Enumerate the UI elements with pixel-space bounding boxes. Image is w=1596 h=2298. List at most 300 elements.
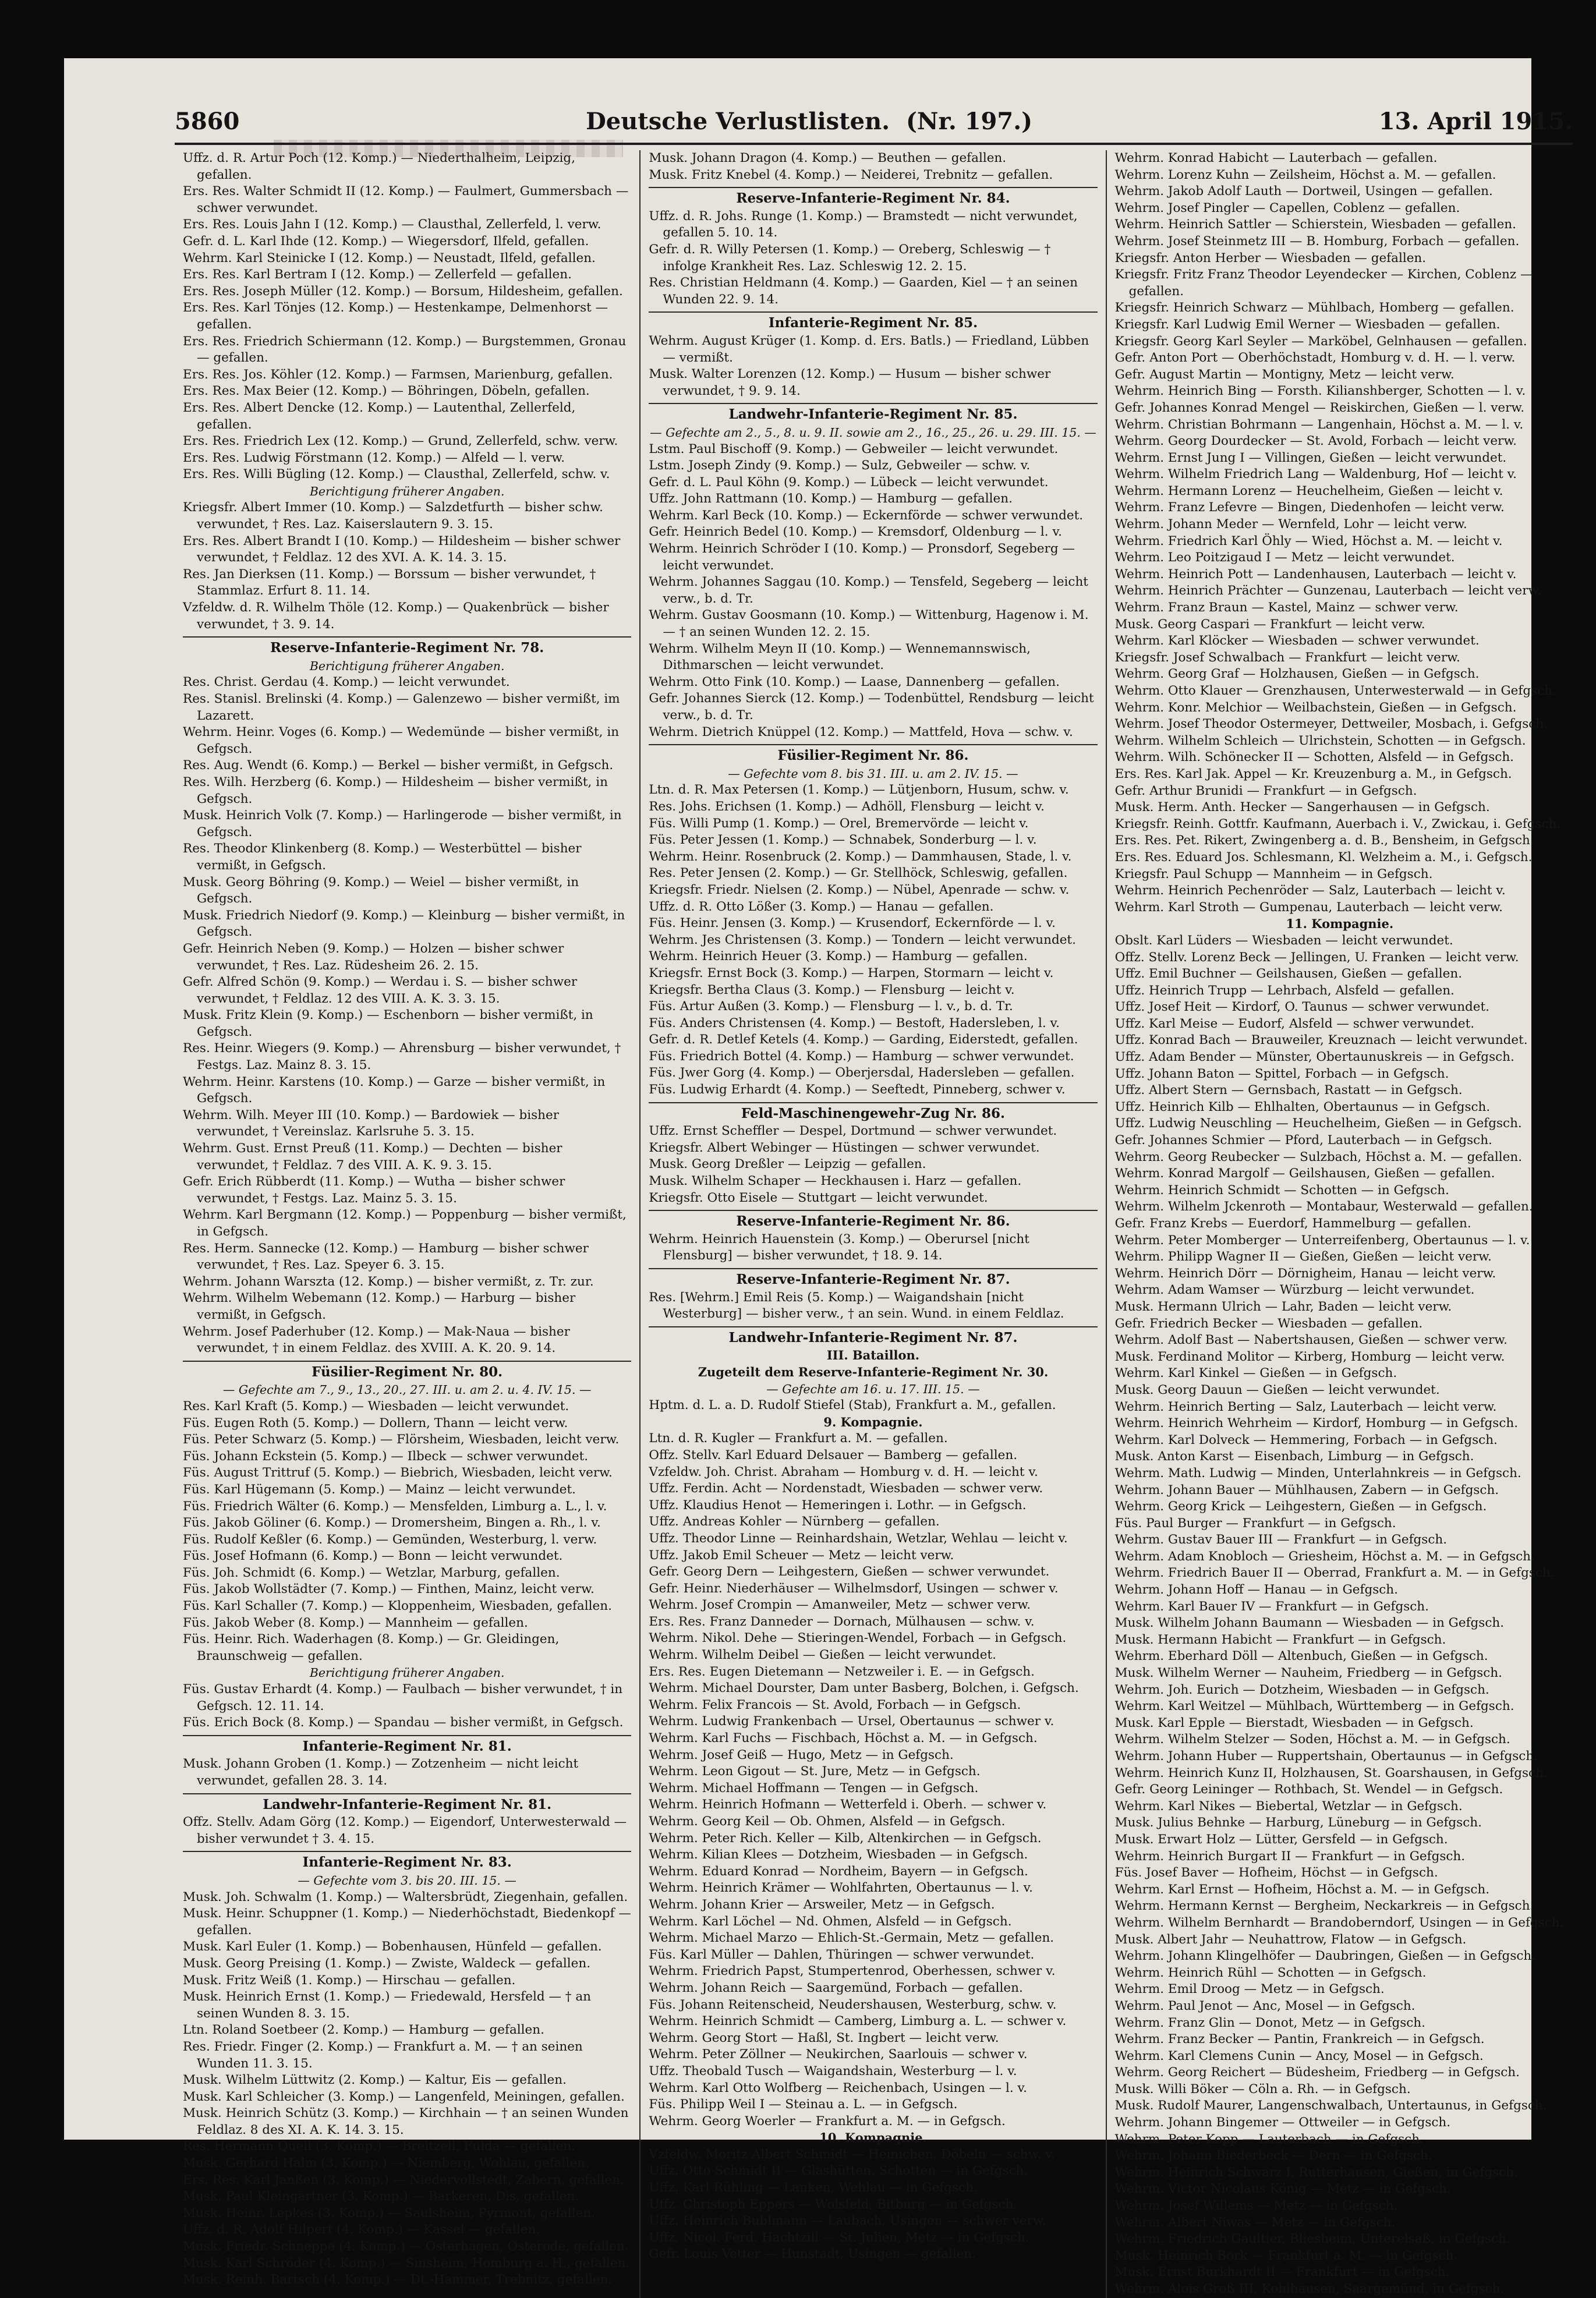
casualty-entry: Lstm. Joseph Zindy (9. Komp.) — Sulz, Gebweiler — schw. v. — [649, 458, 1031, 473]
casualty-entry: Wehrm. Karl Kinkel — Gießen — in Gefgsch. — [1114, 1366, 1397, 1381]
casualty-entry: Uffz. Emil Buchner — Geilshausen, Gießen — gefallen. — [1114, 966, 1463, 982]
header-rule — [175, 143, 1573, 145]
casualty-entry: Wehrm. Georg Keil — Ob. Ohmen, Alsfeld — in Gefgsch. — [649, 1814, 1006, 1829]
casualty-entry: Wehrm. Karl Ernst — Hofheim, Höchst a. M. — in Gefgsch. — [1114, 1882, 1490, 1897]
casualty-entry: Ers. Res. Karl Bertram I (12. Komp.) — Zellerfeld — gefallen. — [183, 267, 572, 282]
casualty-entry: Wehrm. Heinrich Pechenröder — Salz, Lauterbach — leicht v. — [1114, 883, 1506, 898]
casualty-entry: Musk. Heinrich Ernst (1. Komp.) — Friedewald, Hersfeld — † an seinen Wunden 8. 3. 15. — [183, 1989, 592, 2021]
casualty-entry: Ers. Res. Ludwig Förstmann (12. Komp.) — Alfeld — l. verw. — [183, 450, 565, 465]
casualty-entry: Wehrm. Wilh. Meyer III (10. Komp.) — Bardowiek — bisher verwundet, † Vereinslaz. Karlsruhe 5. 3. 15. — [183, 1107, 559, 1139]
casualty-entry: Wehrm. Johann Biederbeck — Dern — in Gefgsch. — [1114, 2148, 1432, 2164]
casualty-entry: Füs. Artur Außen (3. Komp.) — Flensburg — l. v., b. d. Tr. — [649, 999, 1013, 1014]
casualty-entry: Wehrm. Lorenz Kuhn — Zeilsheim, Höchst a. M. — gefallen. — [1114, 167, 1496, 182]
casualty-entry: Wehrm. Heinrich Kunz II, Holzhausen, St. Goarshausen, in Gefgsch. — [1114, 1765, 1548, 1780]
casualty-entry: Wehrm. Johann Bauer — Mühlhausen, Zabern — in Gefgsch. — [1114, 1482, 1499, 1497]
page-header — [175, 108, 1573, 135]
casualty-entry: Res. Herm. Sannecke (12. Komp.) — Hamburg — bisher schwer verwundet, † Res. Laz. Speyer 6. 3. 15. — [183, 1241, 589, 1273]
casualty-entry: Wehrm. Georg Krick — Leihgestern, Gießen — in Gefgsch. — [1114, 1499, 1487, 1514]
subsection-heading: Zugeteilt dem Reserve-Infanterie-Regiment Nr. 30. — [698, 1364, 1049, 1379]
casualty-entry: Wehrm. Wilhelm Jckenroth — Montabaur, Westerwald — gefallen. — [1114, 1199, 1533, 1214]
casualty-entry: Uffz. Andreas Kohler — Nürnberg — gefallen. — [649, 1514, 940, 1529]
casualty-entry: Res. Johs. Erichsen (1. Komp.) — Adhöll, Flensburg — leicht v. — [649, 799, 1045, 814]
casualty-entry: Wehrm. Otto Klauer — Grenzhausen, Unterwesterwald — in Gefgsch. — [1114, 684, 1556, 698]
casualty-entry: Offz. Stellv. Karl Eduard Delsauer — Bamberg — gefallen. — [649, 1447, 1018, 1463]
casualty-entry: Musk. Erwart Holz — Lütter, Gersfeld — in Gefgsch. — [1114, 1832, 1448, 1847]
casualty-entry: Lstm. Paul Bischoff (9. Komp.) — Gebweiler — leicht verwundet. — [649, 441, 1059, 456]
casualty-entry: Wehrm. Karl Beck (10. Komp.) — Eckernförde — schwer verwundet. — [649, 508, 1084, 523]
casualty-entry: Res. Hermann Quell (3. Komp.) — Breitzell, Fulda — gefallen. — [183, 2139, 576, 2154]
casualty-entry: Res. Jan Dierksen (11. Komp.) — Borssum — bisher verwundet, † Stammlaz. Erfurt 8. 11. 14. — [183, 566, 596, 599]
casualty-entry: Wehrm. Kilian Klees — Dotzheim, Wiesbaden — in Gefgsch. — [649, 1847, 1028, 1863]
casualty-entry: Wehrm. Heinrich Wehrheim — Kirdorf, Homburg — in Gefgsch. — [1114, 1416, 1519, 1431]
casualty-entry: Wehrm. Wilhelm Webemann (12. Komp.) — Harburg — bisher vermißt, in Gefgsch. — [183, 1291, 576, 1322]
casualty-entry: Wehrm. Karl Löchel — Nd. Ohmen, Alsfeld — in Gefgsch. — [649, 1914, 1012, 1929]
section-note: Berichtigung früherer Angaben. — [309, 658, 505, 673]
casualty-entry: Wehrm. Josef Willems — Metz — in Gefgsch. — [1114, 2198, 1398, 2214]
casualty-entry: Wehrm. Wilhelm Schleich — Ulrichstein, Schotten — in Gefgsch. — [1114, 733, 1526, 748]
subsection-heading: 10. Kompagnie. — [819, 2130, 927, 2145]
casualty-entry: Uffz. Klaudius Henot — Hemeringen i. Lothr. — in Gefgsch. — [649, 1497, 1027, 1513]
casualty-entry: Wehrm. Josef Theodor Ostermeyer, Dettweiler, Mosbach, i. Gefgsch. — [1114, 717, 1548, 732]
casualty-entry: Vzfeldw. Moritz Albert Schmidt — Heinichen, Döbeln — schw. v. — [649, 2147, 1055, 2162]
regiment-heading: Reserve-Infanterie-Regiment Nr. 86. — [649, 1210, 1097, 1230]
casualty-entry: Gefr. Friedrich Becker — Wiesbaden — gefallen. — [1114, 1316, 1423, 1331]
casualty-entry: Kriegsfr. Ernst Bock (3. Komp.) — Harpen, Stormarn — leicht v. — [649, 965, 1054, 980]
subsection-heading: 9. Kompagnie. — [823, 1414, 923, 1429]
casualty-entry: Uffz. d. R. Johs. Runge (1. Komp.) — Bramstedt — nicht verwundet, gefallen 5. 10. 14. — [649, 208, 1078, 240]
casualty-entry: Musk. Georg Preising (1. Komp.) — Zwiste, Waldeck — gefallen. — [183, 1956, 591, 1971]
casualty-entry: Musk. Friedrich Niedorf (9. Komp.) — Kleinburg — bisher vermißt, in Gefgsch. — [183, 908, 625, 940]
casualty-entry: Wehrm. Friedrich Karl Öhly — Wied, Höchst a. M. — leicht v. — [1114, 533, 1503, 548]
casualty-entry: Musk. Karl Epple — Bierstadt, Wiesbaden — in Gefgsch. — [1114, 1715, 1474, 1730]
casualty-entry: Füs. Heinr. Jensen (3. Komp.) — Krusendorf, Eckernförde — l. v. — [649, 916, 1056, 931]
casualty-entry: Wehrm. Josef Steinmetz III — B. Homburg, Forbach — gefallen. — [1114, 233, 1520, 249]
casualty-entry: Wehrm. Heinrich Schmidt — Schotten — in Gefgsch. — [1114, 1182, 1449, 1198]
casualty-entry: Musk. Wilhelm Schaper — Heckhausen i. Harz — gefallen. — [649, 1174, 1022, 1189]
casualty-entry: Wehrm. Karl Weitzel — Mühlbach, Württemberg — in Gefgsch. — [1114, 1699, 1514, 1714]
casualty-entry: Wehrm. Joh. Eurich — Dotzheim, Wiesbaden — in Gefgsch. — [1114, 1682, 1489, 1697]
casualty-entry: Wehrm. Heinrich Dörr — Dörnigheim, Hanau — leicht verw. — [1114, 1266, 1496, 1281]
casualty-entry: Offz. Stellv. Adam Görg (12. Komp.) — Eigendorf, Unterwesterwald — bisher verwundet † 3. 4. 15. — [183, 1815, 627, 1846]
casualty-entry: Wehrm. Gustav Goosmann (10. Komp.) — Wittenburg, Hagenow i. M. — † an seinen Wunden 12. 2. 15. — [649, 608, 1089, 640]
casualty-entry: Res. Friedr. Finger (2. Komp.) — Frankfurt a. M. — † an seinen Wunden 11. 3. 15. — [183, 2039, 583, 2071]
casualty-entry: Wehrm. Heinrich Prächter — Gunzenau, Lauterbach — leicht verw. — [1114, 583, 1542, 599]
regiment-heading: Infanterie-Regiment Nr. 83. — [183, 1851, 631, 1871]
casualty-entry: Wehrm. Karl Nikes — Biebertal, Wetzlar — in Gefgsch. — [1114, 1798, 1463, 1814]
casualty-entry: Musk. Albert Jahr — Neuhattrow, Flatow — in Gefgsch. — [1114, 1932, 1467, 1947]
casualty-entry: Gefr. Erich Rübberdt (11. Komp.) — Wutha — bisher schwer verwundet, † Festgs. Laz. Mainz 5. 3. 15. — [183, 1174, 565, 1206]
casualty-entry: Musk. Johann Groben (1. Komp.) — Zotzenheim — nicht leicht verwundet, gefallen 28. 3. 14. — [183, 1757, 579, 1788]
casualty-entry: Uffz. Heinrich Kilb — Ehlhalten, Obertaunus — in Gefgsch. — [1114, 1099, 1491, 1114]
casualty-entry: Wehrm. Georg Woerler — Frankfurt a. M. — in Gefgsch. — [649, 2113, 1006, 2129]
regiment-heading: Landwehr-Infanterie-Regiment Nr. 87. — [649, 1326, 1097, 1347]
casualty-entry: Musk. Georg Dauun — Gießen — leicht verwundet. — [1114, 1382, 1440, 1397]
casualty-entry: Ers. Res. Albert Dencke (12. Komp.) — Lautenthal, Zellerfeld, gefallen. — [183, 400, 576, 432]
casualty-entry: Wehrm. Karl Otto Wolfberg — Reichenbach, Usingen — l. v. — [649, 2080, 1027, 2095]
casualty-entry: Gefr. Louis Vetter — Hunstadt, Usingen — gefallen. — [649, 2247, 976, 2262]
casualty-entry: Ers. Res. Willi Bügling (12. Komp.) — Clausthal, Zellerfeld, schw. v. — [183, 467, 610, 482]
casualty-entry: Musk. Heinrich Schütz (3. Komp.) — Kirchhain — † an seinen Wunden Feldlaz. 8 des XI. A. K. 14. 3. 15. — [183, 2106, 629, 2137]
casualty-entry: Uffz. Heinrich Bublmann — Laubach, Usingen — schwer verw. — [649, 2214, 1046, 2229]
casualty-entry: Wehrm. Konr. Melchior — Weilbachstein, Gießen — in Gefgsch. — [1114, 700, 1517, 715]
casualty-entry: Musk. Rudolf Maurer, Langenschwalbach, Untertaunus, in Gefgsch. — [1114, 2098, 1547, 2113]
casualty-entry: Musk. Wilhelm Werner — Nauheim, Friedberg — in Gefgsch. — [1114, 1666, 1502, 1681]
casualty-entry: Res. Stanisl. Brelinski (4. Komp.) — Galenzewo — bisher vermißt, im Lazarett. — [183, 692, 620, 723]
casualty-entry: Füs. Friedrich Wälter (6. Komp.) — Mensfelden, Limburg a. L., l. v. — [183, 1499, 607, 1514]
casualty-entry: Wehrm. Hermann Lorenz — Heuchelheim, Gießen — leicht v. — [1114, 483, 1503, 498]
casualty-entry: Ers. Res. Joseph Müller (12. Komp.) — Borsum, Hildesheim, gefallen. — [183, 284, 623, 299]
casualty-entry: Ers. Res. Karl Tönjes (12. Komp.) — Hestenkampe, Delmenhorst — gefallen. — [183, 300, 608, 332]
casualty-entry: Uffz. Albert Stern — Gernsbach, Rastatt — in Gefgsch. — [1114, 1083, 1463, 1098]
casualty-entry: Kriegsfr. Paul Schupp — Mannheim — in Gefgsch. — [1114, 866, 1433, 881]
casualty-entry: Musk. Wilhelm Johann Baumann — Wiesbaden — in Gefgsch. — [1114, 1616, 1505, 1631]
casualty-entry: Obslt. Karl Lüders — Wiesbaden — leicht verwundet. — [1114, 933, 1453, 948]
casualty-entry: Wehrm. Wilhelm Bernhardt — Brandoberndorf, Usingen — in Gefgsch. — [1114, 1915, 1564, 1930]
casualty-entry: Füs. Anders Christensen (4. Komp.) — Bestoft, Hadersleben, l. v. — [649, 1015, 1060, 1031]
column-right — [1107, 150, 1573, 2298]
casualty-entry: Wehrm. Franz Lefevre — Bingen, Diedenhofen — leicht verw. — [1114, 500, 1505, 515]
casualty-entry: Musk. Ferdinand Molitor — Kirberg, Homburg — leicht verw. — [1114, 1349, 1505, 1364]
casualty-entry: Füs. Johann Eckstein (5. Komp.) — Ilbeck — schwer verwundet. — [183, 1449, 589, 1464]
casualty-entry: Musk. Reinh. Bartsch (4. Komp.) — Dt.-Hammer, Trebnitz, gefallen. — [183, 2272, 613, 2288]
casualty-entry: Res. Christian Heldmann (4. Komp.) — Gaarden, Kiel — † an seinen Wunden 22. 9. 14. — [649, 275, 1078, 307]
regiment-heading: Feld-Maschinengewehr-Zug Nr. 86. — [649, 1102, 1097, 1123]
casualty-entry: Wehrm. Karl Fuchs — Fischbach, Höchst a. M. — in Gefgsch. — [649, 1731, 1038, 1746]
casualty-entry: Wehrm. Wilhelm Deibel — Gießen — leicht verwundet. — [649, 1648, 997, 1663]
casualty-entry: Wehrm. Friedrich Papst, Stumpertenrod, Oberhessen, schwer v. — [649, 1964, 1056, 1979]
casualty-entry: Wehrm. Gustav Bauer III — Frankfurt — in Gefgsch. — [1114, 1532, 1448, 1548]
casualty-entry: Füs. Jakob Weber (8. Komp.) — Mannheim — gefallen. — [183, 1615, 528, 1630]
casualty-entry: Füs. Karl Schaller (7. Komp.) — Kloppenheim, Wiesbaden, gefallen. — [183, 1599, 612, 1614]
casualty-entry: Musk. Willi Böker — Cöln a. Rh. — in Gefgsch. — [1114, 2081, 1411, 2097]
casualty-entry: Wehrm. Ludwig Frankenbach — Ursel, Obertaunus — schwer v. — [649, 1714, 1054, 1729]
regiment-heading: Infanterie-Regiment Nr. 85. — [649, 311, 1097, 332]
casualty-entry: Füs. Jakob Göliner (6. Komp.) — Dromersheim, Bingen a. Rh., l. v. — [183, 1516, 601, 1531]
casualty-entry: Kriegsfr. Heinrich Schwarz — Mühlbach, Homberg — gefallen. — [1114, 300, 1514, 316]
casualty-entry: Wehrm. Georg Graf — Holzhausen, Gießen — in Gefgsch. — [1114, 667, 1480, 682]
casualty-entry: Musk. Johann Dragon (4. Komp.) — Beuthen — gefallen. — [649, 151, 1007, 165]
casualty-entry: Gefr. Heinrich Neben (9. Komp.) — Holzen — bisher schwer verwundet, † Res. Laz. Rüdesheim 26. 2. 15. — [183, 941, 564, 973]
casualty-entry: Kriegsfr. Anton Herber — Wiesbaden — gefallen. — [1114, 250, 1427, 265]
casualty-entry: Res. Peter Jensen (2. Komp.) — Gr. Stellhöck, Schleswig, gefallen. — [649, 866, 1068, 881]
casualty-entry: Wehrm. August Krüger (1. Komp. d. Ers. Batls.) — Friedland, Lübben — vermißt. — [649, 333, 1089, 365]
casualty-entry: Wehrm. Johann Bingemer — Ottweiler — in Gefgsch. — [1114, 2115, 1451, 2130]
casualty-entry: Musk. Heinrich Bork — Frankfurt a. M. — in Gefgsch. — [1114, 2248, 1458, 2263]
casualty-entry: Uffz. d. R. Otto Lößer (3. Komp.) — Hanau — gefallen. — [649, 899, 994, 914]
casualty-entry: Ltn. d. R. Kugler — Frankfurt a. M. — gefallen. — [649, 1431, 948, 1446]
casualty-entry: Wehrm. Heinr. Rosenbruck (2. Komp.) — Dammhausen, Stade, l. v. — [649, 849, 1072, 864]
casualty-entry: Füs. Philipp Weil I — Steinau a. L. — in Gefgsch. — [649, 2097, 958, 2112]
regiment-heading: Infanterie-Regiment Nr. 81. — [183, 1735, 631, 1755]
casualty-entry: Wehrm. Peter Rich. Keller — Kilb, Altenkirchen — in Gefgsch. — [649, 1830, 1042, 1846]
casualty-entry: Wehrm. Adolf Bast — Nabertshausen, Gießen — schwer verw. — [1114, 1333, 1507, 1348]
casualty-entry: Füs. Johann Reitenscheid, Neudershausen, Westerburg, schw. v. — [649, 1997, 1057, 2012]
casualty-entry: Musk. Wilhelm Lüttwitz (2. Komp.) — Kaltur, Eis — gefallen. — [183, 2073, 567, 2088]
casualty-entry: Wehrm. Heinrich Schmidt — Camberg, Limburg a. L. — schwer v. — [649, 2014, 1067, 2029]
casualty-entry: Wehrm. Jakob Adolf Lauth — Dortweil, Usingen — gefallen. — [1114, 184, 1493, 199]
casualty-entry: Wehrm. Alois Groß III, Kohlhausen, Saargemünd, in Gefgsch. — [1114, 2282, 1505, 2296]
casualty-entry: Wehrm. Dietrich Knüppel (12. Komp.) — Mattfeld, Hova — schw. v. — [649, 724, 1073, 739]
casualty-entry: Gefr. Alfred Schön (9. Komp.) — Werdau i. S. — bisher schwer verwundet, † Feldlaz. 12 des VIII. A. K. 3. 3. 15. — [183, 975, 578, 1006]
casualty-entry: Uffz. Ferdin. Acht — Nordenstadt, Wiesbaden — schwer verw. — [649, 1481, 1043, 1496]
casualty-entry: Musk. Georg Böhring (9. Komp.) — Weiel — bisher vermißt, in Gefgsch. — [183, 874, 579, 907]
casualty-entry: Ers. Res. Franz Danneder — Dornach, Mülhausen — schw. v. — [649, 1614, 1035, 1629]
casualty-entry: Gefr. August Martin — Montigny, Metz — leicht verw. — [1114, 367, 1455, 382]
casualty-entry: Wehrm. Heinrich Sattler — Schierstein, Wiesbaden — gefallen. — [1114, 217, 1516, 232]
casualty-entry: Wehrm. Heinrich Pott — Landenhausen, Lauterbach — leicht v. — [1114, 566, 1517, 582]
casualty-entry: Res. Wilh. Herzberg (6. Komp.) — Hildesheim — bisher vermißt, in Gefgsch. — [183, 774, 608, 806]
casualty-entry: Ers. Res. Albert Brandt I (10. Komp.) — Hildesheim — bisher schwer verwundet, † Feldlaz. 12 des XVI. A. K. 14. 3. 15. — [183, 533, 621, 565]
casualty-entry: Gefr. d. R. Willy Petersen (1. Komp.) — Oreberg, Schleswig — † infolge Krankheit Res. Laz. Schleswig 12. 2. 15. — [649, 242, 1051, 274]
casualty-entry: Musk. Heinr. Schuppner (1. Komp.) — Niederhöchstadt, Biedenkopf — gefallen. — [183, 1906, 631, 1938]
casualty-entry: Wehrm. Heinrich Krämer — Wohlfahrten, Obertaunus — l. v. — [649, 1881, 1034, 1896]
casualty-entry: Wehrm. Josef Crompin — Amanweiler, Metz — schwer verw. — [649, 1598, 1031, 1613]
casualty-entry: Uffz. Jakob Emil Scheuer — Metz — leicht verw. — [649, 1548, 954, 1563]
section-note: — Gefechte vom 8. bis 31. III. u. am 2. IV. 15. — — [728, 766, 1018, 781]
casualty-entry: Wehrm. Heinr. Voges (6. Komp.) — Wedemünde — bisher vermißt, in Gefgsch. — [183, 725, 620, 756]
casualty-entry: Wehrm. Heinrich Hofmann — Wetterfeld i. Oberh. — schwer v. — [649, 1797, 1047, 1812]
casualty-entry: Wehrm. Karl Klöcker — Wiesbaden — schwer verwundet. — [1114, 633, 1480, 649]
casualty-entry: Uffz. Konrad Bach — Brauweiler, Kreuznach — leicht verwundet. — [1114, 1033, 1528, 1048]
casualty-entry: Wehrm. Karl Stroth — Gumpenau, Lauterbach — leicht verw. — [1114, 900, 1503, 915]
casualty-entry: Kriegsfr. Georg Karl Seyler — Marköbel, Gelnhausen — gefallen. — [1114, 334, 1527, 349]
casualty-entry: Wehrm. Johann Klingelhöfer — Daubringen, Gießen — in Gefgsch. — [1114, 1949, 1536, 1964]
casualty-entry: Kriegsfr. Friedr. Nielsen (2. Komp.) — Nübel, Apenrade — schw. v. — [649, 882, 1070, 897]
casualty-entry: Ers. Res. Eugen Dietemann — Netzweiler i. E. — in Gefgsch. — [649, 1664, 1035, 1679]
casualty-entry: Ers. Res. Karl Jak. Appel — Kr. Kreuzenburg a. M., in Gefgsch. — [1114, 766, 1512, 781]
casualty-entry: Wehrm. Adam Knobloch — Griesheim, Höchst a. M. — in Gefgsch. — [1114, 1549, 1535, 1564]
casualty-entry: Ers. Res. Pet. Rikert, Zwingenberg a. d. B., Bensheim, in Gefgsch. — [1114, 833, 1534, 848]
column-left — [175, 150, 640, 2298]
casualty-entry: Uffz. Ernst Scheffler — Despel, Dortmund — schwer verwundet. — [649, 1124, 1057, 1139]
casualty-entry: Musk. Georg Dreßler — Leipzig — gefallen. — [649, 1157, 926, 1172]
publication-title: Deutsche Verlustlisten. (Nr. 197.) — [586, 108, 1033, 135]
casualty-entry: Gefr. d. L. Karl Ihde (12. Komp.) — Wiegersdorf, Ilfeld, gefallen. — [183, 233, 589, 249]
casualty-entry: Uffz. Ludwig Neuschling — Heuchelheim, Gießen — in Gefgsch. — [1114, 1116, 1522, 1131]
casualty-entry: Wehrm. Karl Clemens Cunin — Ancy, Mosel — in Gefgsch. — [1114, 2048, 1484, 2063]
regiment-heading: Füsilier-Regiment Nr. 80. — [183, 1361, 631, 1381]
casualty-entry: Wehrm. Wilhelm Friedrich Lang — Waldenburg, Hof — leicht v. — [1114, 467, 1517, 482]
casualty-entry: Wehrm. Wilhelm Meyn II (10. Komp.) — Wennemannswisch, Dithmarschen — leicht verwundet. — [649, 641, 1031, 673]
casualty-entry: Füs. Willi Pump (1. Komp.) — Orel, Bremervörde — leicht v. — [649, 816, 1029, 831]
casualty-entry: Musk. Walter Lorenzen (12. Komp.) — Husum — bisher schwer verwundet, † 9. 9. 14. — [649, 367, 1051, 398]
casualty-entry: Uffz. Otto Schmidt II — Glashütten, Schotten — in Gefgsch. — [649, 2164, 1028, 2179]
casualty-entry: Wehrm. Georg Reubecker — Sulzbach, Höchst a. M. — gefallen. — [1114, 1149, 1523, 1164]
casualty-entry: Uffz. Christoph Eppers — Wolsfeld, Bitburg — in Gefgsch. — [649, 2197, 1018, 2212]
casualty-entry: Offz. Stellv. Lorenz Beck — Jellingen, U. Franken — leicht verw. — [1114, 950, 1519, 965]
casualty-entry: Kriegsfr. Albert Webinger — Hüstingen — schwer verwundet. — [649, 1140, 1040, 1155]
section-note: — Gefechte am 16. u. 17. III. 15. — — [766, 1382, 980, 1396]
casualty-entry: Uffz. John Rattmann (10. Komp.) — Hamburg — gefallen. — [649, 491, 1013, 507]
casualty-entry: Musk. Joh. Schwalm (1. Komp.) — Waltersbrüdt, Ziegenhain, gefallen. — [183, 1889, 628, 1904]
casualty-entry: Wehrm. Franz Glin — Donot, Metz — in Gefgsch. — [1114, 2015, 1425, 2030]
casualty-entry: Musk. Karl Schleicher (3. Komp.) — Langenfeld, Meiningen, gefallen. — [183, 2089, 625, 2104]
casualty-entry: Gefr. Anton Port — Oberhöchstadt, Homburg v. d. H. — l. verw. — [1114, 350, 1516, 366]
casualty-entry: Musk. Fritz Knebel (4. Komp.) — Neiderei, Trebnitz — gefallen. — [649, 167, 1053, 182]
casualty-entry: Res. Theodor Klinkenberg (8. Komp.) — Westerbüttel — bisher vermißt, in Gefgsch. — [183, 841, 582, 873]
casualty-entry: Wehrm. Heinrich Hauenstein (3. Komp.) — Oberursel [nicht Flensburg] — bisher verwundet, † 18. 9. 14. — [649, 1231, 1029, 1263]
casualty-entry: Res. Christ. Gerdau (4. Komp.) — leicht verwundet. — [183, 675, 510, 690]
casualty-entry: Wehrm. Konrad Margolf — Geilshausen, Gießen — gefallen. — [1114, 1166, 1495, 1181]
casualty-entry: Res. Heinr. Wiegers (9. Komp.) — Ahrensburg — bisher verwundet, † Festgs. Laz. Mainz 8. 3. 15. — [183, 1041, 621, 1073]
casualty-entry: Musk. Georg Caspari — Frankfurt — leicht verw. — [1114, 617, 1425, 632]
page-number: 5860 — [175, 108, 240, 135]
casualty-entry: Wehrm. Heinrich Bing — Forsth. Kilianshberger, Schotten — l. v. — [1114, 384, 1526, 399]
casualty-entry: Ers. Res. Max Beier (12. Komp.) — Böhringen, Döbeln, gefallen. — [183, 384, 590, 399]
casualty-entry: Kriegsfr. Bertha Claus (3. Komp.) — Flensburg — leicht v. — [649, 982, 1015, 997]
casualty-entry: Musk. Ernst Burkhardt II — Frankfurt — in Gefgsch. — [1114, 2265, 1450, 2280]
casualty-entry: Wehrm. Josef Paderhuber (12. Komp.) — Mak-Naua — bisher verwundet, † in einem Feldlaz. des XVIII. A. K. 20. 9. 14. — [183, 1324, 570, 1356]
casualty-entry: Musk. Karl Euler (1. Komp.) — Bobenhausen, Hünfeld — gefallen. — [183, 1939, 602, 1954]
casualty-entry: Ers. Res. Karl Janßen (3. Komp.) — Niedervollstedt, Zabern, gefallen. — [183, 2172, 624, 2187]
casualty-entry: Wehrm. Peter Kopp — Lauterbach — in Gefgsch. — [1114, 2131, 1424, 2147]
casualty-entry: Wehrm. Heinrich Rühl — Schotten — in Gefgsch. — [1114, 1965, 1427, 1980]
casualty-entry: Kriegsfr. Karl Ludwig Emil Werner — Wiesbaden — gefallen. — [1114, 317, 1501, 332]
casualty-entry: Wehrm. Heinrich Schwarz I, Rutterhausen, Gießen, in Gefgsch. — [1114, 2165, 1518, 2180]
casualty-entry: Uffz. Johann Baton — Spittel, Forbach — in Gefgsch. — [1114, 1066, 1449, 1081]
section-note: Berichtigung früherer Angaben. — [309, 484, 505, 498]
casualty-entry: Wehrm. Otto Fink (10. Komp.) — Laase, Dannenberg — gefallen. — [649, 674, 1060, 689]
casualty-entry: Gefr. Heinr. Niederhäuser — Wilhelmsdorf, Usingen — schwer v. — [649, 1581, 1059, 1596]
casualty-entry: Gefr. Johannes Sierck (12. Komp.) — Todenbüttel, Rendsburg — leicht verw., b. d. Tr. — [649, 691, 1094, 723]
casualty-entry: Füs. Karl Hügemann (5. Komp.) — Mainz — leicht verwundet. — [183, 1482, 576, 1497]
casualty-entry: Ers. Res. Friedrich Lex (12. Komp.) — Grund, Zellerfeld, schw. verw. — [183, 434, 618, 449]
casualty-entry: Wehrm. Leo Poitzigaud I — Metz — leicht verwundet. — [1114, 550, 1455, 565]
casualty-entry: Musk. Heinr. Lepkes (3. Komp.) — Saulsheim, Pyrmont, gefallen. — [183, 2205, 596, 2221]
casualty-entry: Füs. August Trittruf (5. Komp.) — Biebrich, Wiesbaden, leicht verw. — [183, 1465, 613, 1481]
casualty-entry: Füs. Josef Baver — Hofheim, Höchst — in Gefgsch. — [1114, 1865, 1438, 1881]
casualty-entry: Ers. Res. Jos. Köhler (12. Komp.) — Farmsen, Marienburg, gefallen. — [183, 367, 613, 382]
casualty-entry: Wehrm. Peter Zöllner — Neukirchen, Saarlouis — schwer v. — [649, 2047, 1028, 2062]
regiment-heading: Füsilier-Regiment Nr. 86. — [649, 744, 1097, 764]
casualty-entry: Füs. Jakob Wollstädter (7. Komp.) — Finthen, Mainz, leicht verw. — [183, 1582, 594, 1597]
casualty-entry: Füs. Erich Bock (8. Komp.) — Spandau — bisher vermißt, in Gefgsch. — [183, 1715, 624, 1730]
casualty-entry: Füs. Peter Jessen (1. Komp.) — Schnabek, Sonderburg — l. v. — [649, 833, 1037, 848]
casualty-entry: Res. Karl Kraft (5. Komp.) — Wiesbaden — leicht verwundet. — [183, 1398, 569, 1414]
casualty-entry: Gefr. Heinrich Bedel (10. Komp.) — Kremsdorf, Oldenburg — l. v. — [649, 525, 1062, 540]
casualty-entry: Res. [Wehrm.] Emil Reis (5. Komp.) — Waigandshain [nicht Westerburg] — bisher verw., † an sein. Wund. in einem Feldlaz. — [649, 1290, 1064, 1322]
casualty-entry: Wehrm. Johann Meder — Wernfeld, Lohr — leicht verw. — [1114, 517, 1467, 532]
casualty-entry: Uffz. Karl Meise — Eudorf, Alsfeld — schwer verwundet. — [1114, 1016, 1475, 1031]
casualty-entry: Gefr. Johannes Schmier — Pford, Lauterbach — in Gefgsch. — [1114, 1133, 1492, 1148]
casualty-entry: Füs. Karl Müller — Dahlen, Thüringen — schwer verwundet. — [649, 1947, 1035, 1962]
casualty-entry: Wehrm. Eduard Konrad — Nordheim, Bayern — in Gefgsch. — [649, 1864, 1028, 1879]
casualty-entry: Gefr. Johannes Konrad Mengel — Reiskirchen, Gießen — l. verw. — [1114, 400, 1525, 415]
casualty-entry: Musk. Hermann Habicht — Frankfurt — in Gefgsch. — [1114, 1632, 1446, 1647]
casualty-entry: Gefr. Georg Dern — Leihgestern, Gießen — schwer verwundet. — [649, 1564, 1050, 1580]
casualty-entry: Ers. Res. Friedrich Schiermann (12. Komp.) — Burgstemmen, Gronau — gefallen. — [183, 334, 627, 366]
casualty-entry: Füs. Eugen Roth (5. Komp.) — Dollern, Thann — leicht verw. — [183, 1415, 568, 1431]
casualty-entry: Musk. Gerhard Halm (3. Komp.) — Niemberg, Wohlau, gefallen. — [183, 2156, 589, 2171]
casualty-entry: Wehrm. Johann Warszta (12. Komp.) — bisher vermißt, z. Tr. zur. — [183, 1274, 594, 1289]
casualty-entry: Wehrm. Josef Geiß — Hugo, Metz — in Gefgsch. — [649, 1747, 954, 1762]
casualty-entry: Gefr. Arthur Brunidi — Frankfurt — in Gefgsch. — [1114, 783, 1417, 798]
casualty-entry: Wehrm. Johann Hoff — Hanau — in Gefgsch. — [1114, 1582, 1398, 1598]
casualty-entry: Uffz. d. R. Adolf Hilpert (4. Komp.) — Kassel — gefallen. — [183, 2222, 540, 2237]
casualty-entry: Wehrm. Josef Pingler — Capellen, Coblenz — gefallen. — [1114, 200, 1460, 215]
casualty-entry: Kriegsfr. Fritz Franz Theodor Leyendecker — Kirchen, Coblenz — gefallen. — [1114, 267, 1533, 299]
casualty-entry: Musk. Anton Karst — Eisenbach, Limburg — in Gefgsch. — [1114, 1449, 1474, 1464]
casualty-entry: Wehrm. Heinr. Karstens (10. Komp.) — Garze — bisher vermißt, in Gefgsch. — [183, 1074, 606, 1106]
casualty-entry: Wehrm. Friedrich Bauer II — Oberrad, Frankfurt a. M. — in Gefgsch. — [1114, 1566, 1555, 1581]
casualty-entry: Gefr. Georg Leininger — Rothbach, St. Wendel — in Gefgsch. — [1114, 1782, 1503, 1797]
casualty-entry: Hptm. d. L. a. D. Rudolf Stiefel (Stab), Frankfurt a. M., gefallen. — [649, 1398, 1056, 1413]
casualty-entry: Wehrm. Adam Wamser — Würzburg — leicht verwundet. — [1114, 1283, 1475, 1298]
casualty-entry: Wehrm. Gust. Ernst Preuß (11. Komp.) — Dechten — bisher verwundet, † Feldlaz. 7 des VIII. A. K. 9. 3. 15. — [183, 1141, 562, 1173]
casualty-entry: Musk. Paul Kleingärtner (3. Komp.) — Barkeren, Dis, gefallen. — [183, 2189, 579, 2204]
casualty-entry: Füs. Paul Burger — Frankfurt — in Gefgsch. — [1114, 1516, 1396, 1531]
casualty-entry: Füs. Josef Hofmann (6. Komp.) — Bonn — leicht verwundet. — [183, 1549, 563, 1564]
casualty-entry: Wehrm. Georg Dourdecker — St. Avold, Forbach — leicht verw. — [1114, 434, 1517, 449]
casualty-entry: Wehrm. Nikol. Dehe — Stieringen-Wendel, Forbach — in Gefgsch. — [649, 1631, 1067, 1646]
casualty-entry: Wehrm. Wilh. Schönecker II — Schotten, Alsfeld — in Gefgsch. — [1114, 750, 1514, 765]
casualty-entry: Wehrm. Michael Marzo — Ehlich-St.-Germain, Metz — gefallen. — [649, 1931, 1054, 1946]
regiment-heading: Landwehr-Infanterie-Regiment Nr. 85. — [649, 403, 1097, 423]
casualty-entry: Wehrm. Felix Francois — St. Avold, Forbach — in Gefgsch. — [649, 1697, 1021, 1712]
casualty-entry: Wehrm. Franz Braun — Kastel, Mainz — schwer verw. — [1114, 600, 1459, 615]
casualty-entry: Wehrm. Franz Becker — Pantin, Frankreich — in Gefgsch. — [1114, 2032, 1485, 2047]
casualty-entry: Musk. Julius Behnke — Harburg, Lüneburg — in Gefgsch. — [1114, 1815, 1482, 1830]
casualty-entry: Füs. Rudolf Keßler (6. Komp.) — Gemünden, Westerburg, l. verw. — [183, 1532, 597, 1547]
casualty-entry: Wehrm. Emil Droog — Metz — in Gefgsch. — [1114, 1982, 1385, 1997]
subsection-heading: III. Bataillon. — [826, 1348, 920, 1363]
casualty-entry: Gefr. d. R. Detlef Ketels (4. Komp.) — Garding, Eiderstedt, gefallen. — [649, 1032, 1078, 1047]
casualty-entry: Gefr. d. L. Paul Köhn (9. Komp.) — Lübeck — leicht verwundet. — [649, 475, 1049, 490]
casualty-entry: Wehrm. Johannes Saggau (10. Komp.) — Tensfeld, Segeberg — leicht verw., b. d. Tr. — [649, 575, 1088, 606]
casualty-entry: Wehrm. Peter Momberger — Unterreifenberg, Obertaunus — l. v. — [1114, 1233, 1530, 1248]
casualty-entry: Uffz. Josef Heit — Kirdorf, O. Taunus — schwer verwundet. — [1114, 1000, 1490, 1015]
casualty-entry: Wehrm. Heinrich Heuer (3. Komp.) — Hamburg — gefallen. — [649, 949, 1028, 964]
casualty-entry: Musk. Fritz Klein (9. Komp.) — Eschenborn — bisher vermißt, in Gefgsch. — [183, 1008, 593, 1039]
casualty-entry: Uffz. Nicol. Ferd. Hachtzill — St. Julien, Metz — in Gefgsch. — [649, 2230, 1029, 2245]
casualty-entry: Ers. Res. Eduard Jos. Schlesmann, Kl. Welzheim a. M., i. Gefgsch. — [1114, 849, 1533, 865]
casualty-entry: Uffz. Adam Bender — Münster, Obertaunuskreis — in Gefgsch. — [1114, 1050, 1514, 1065]
casualty-entry: Wehrm. Hermann Kernst — Bergheim, Neckarkreis — in Gefgsch. — [1114, 1899, 1534, 1914]
casualty-entry: Musk. Fritz Weiß (1. Komp.) — Hirschau — gefallen. — [183, 1973, 516, 1988]
casualty-entry: Wehrm. Heinrich Schröder I (10. Komp.) — Pronsdorf, Segeberg — leicht verwundet. — [649, 541, 1075, 573]
regiment-heading: Reserve-Infanterie-Regiment Nr. 78. — [183, 636, 631, 657]
casualty-entry: Füs. Joh. Schmidt (6. Komp.) — Wetzlar, Marburg, gefallen. — [183, 1565, 560, 1580]
casualty-entry: Füs. Gustav Erhardt (4. Komp.) — Faulbach — bisher verwundet, † in Gefgsch. 12. 11. 14. — [183, 1682, 623, 1713]
section-note: — Gefechte vom 3. bis 20. III. 15. — — [298, 1873, 516, 1888]
casualty-entry: Musk. Hermann Ulrich — Lahr, Baden — leicht verw. — [1114, 1299, 1452, 1314]
casualty-entry: Musk. Heinrich Volk (7. Komp.) — Harlingerode — bisher vermißt, in Gefgsch. — [183, 808, 622, 840]
casualty-entry: Wehrm. Victor Nicolaus König — Metz — in Gefgsch. — [1114, 2182, 1451, 2197]
casualty-entry: Uffz. Theobald Tusch — Waigandshain, Westerburg — l. v. — [649, 2063, 1017, 2079]
issue-date: 13. April 1915. — [1378, 108, 1573, 135]
casualty-entry: Wehrm. Karl Bauer IV — Frankfurt — in Gefgsch. — [1114, 1599, 1429, 1614]
casualty-entry: Wehrm. Heinrich Burgart II — Frankfurt — in Gefgsch. — [1114, 1849, 1466, 1864]
casualty-entry: Wehrm. Johann Huber — Ruppertshain, Obertaunus — in Gefgsch. — [1114, 1749, 1538, 1764]
casualty-entry: Wehrm. Karl Bergmann (12. Komp.) — Poppenburg — bisher vermißt, in Gefgsch. — [183, 1208, 627, 1239]
casualty-entry: Füs. Friedrich Bottel (4. Komp.) — Hamburg — schwer verwundet. — [649, 1049, 1074, 1064]
subsection-heading: 11. Kompagnie. — [1286, 916, 1394, 932]
casualty-entry: Musk. Friedr. Schneppe (4. Komp.) — Osterhagen, Osterode, gefallen. — [183, 2239, 629, 2254]
casualty-entry: Kriegsfr. Albert Immer (10. Komp.) — Salzdetfurth — bisher schw. verwundet, † Res. Laz. Kaiserslautern 9. 3. 15. — [183, 500, 603, 532]
casualty-entry: Ltn. d. R. Max Petersen (1. Komp.) — Lütjenborn, Husum, schw. v. — [649, 782, 1069, 798]
casualty-entry: Musk. Karl Schröder (4. Komp.) — Sinsheim, Homburg a. H., gefallen. — [183, 2255, 630, 2271]
casualty-entry: Wehrm. Michael Dourster, Dam unter Basberg, Bolchen, i. Gefgsch. — [649, 1681, 1079, 1696]
section-note: Berichtigung früherer Angaben. — [309, 1666, 505, 1680]
issue-number: (Nr. 197.) — [905, 108, 1033, 135]
casualty-entry: Uffz. Heinrich Trupp — Lehrbach, Alsfeld — gefallen. — [1114, 983, 1455, 998]
section-note: — Gefechte am 7., 9., 13., 20., 27. III. u. am 2. u. 4. IV. 15. — — [222, 1383, 592, 1397]
casualty-entry: Res. Aug. Wendt (6. Komp.) — Berkel — bisher vermißt, in Gefgsch. — [183, 758, 614, 773]
casualty-entry: Kriegsfr. Josef Schwalbach — Frankfurt — leicht verw. — [1114, 650, 1460, 665]
regiment-heading: Reserve-Infanterie-Regiment Nr. 87. — [649, 1268, 1097, 1288]
regiment-heading: Reserve-Infanterie-Regiment Nr. 84. — [649, 187, 1097, 207]
casualty-entry: Wehrm. Leon Gigout — St. Jure, Metz — in Gefgsch. — [649, 1764, 981, 1779]
